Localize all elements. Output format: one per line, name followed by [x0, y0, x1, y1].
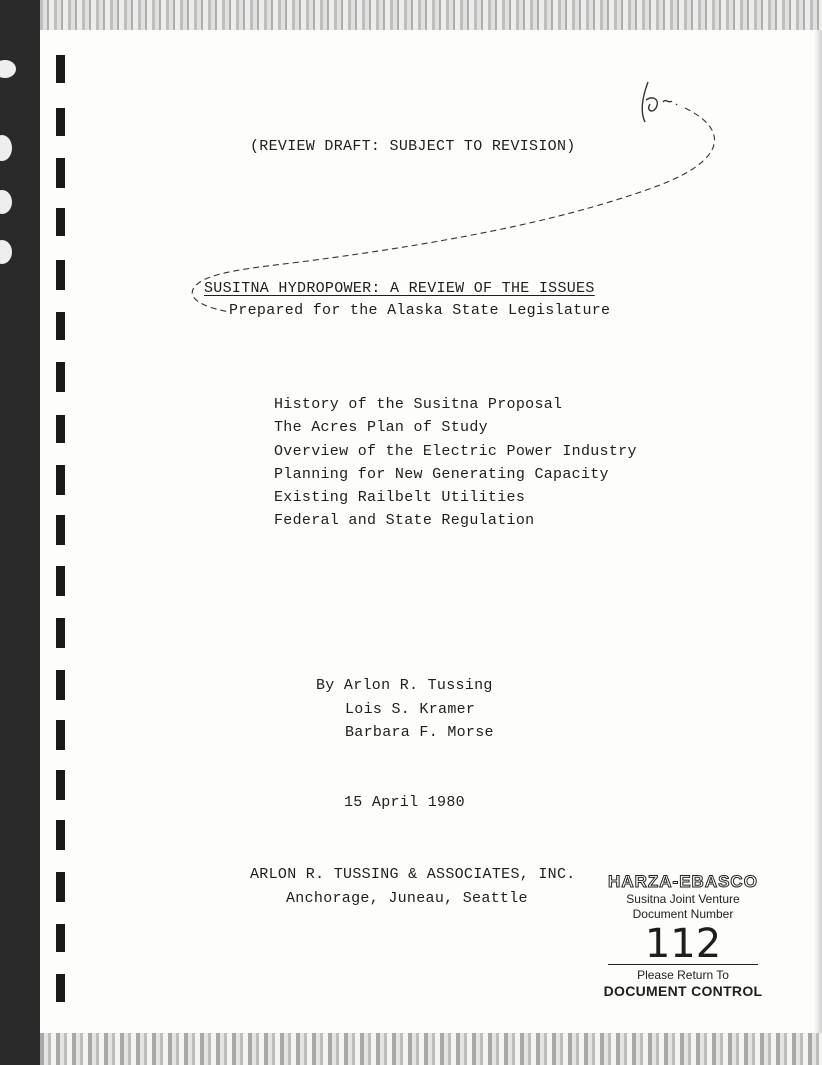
stamp-doc-number-label: Document Number [632, 907, 734, 921]
author-line: By Arlon R. Tussing [316, 677, 493, 694]
handwritten-file-note [640, 84, 676, 109]
document-subtitle: Prepared for the Alaska State Legislature [229, 302, 611, 319]
contents-item: Overview of the Electric Power Industry [274, 443, 637, 460]
stamp-return-label: Please Return To [637, 968, 729, 982]
document-control-stamp [598, 872, 768, 999]
contents-item: Planning for New Generating Capacity [274, 466, 609, 483]
stamp-control-label: DOCUMENT CONTROL [603, 983, 763, 999]
author-line: Barbara F. Morse [345, 724, 494, 741]
document-title: SUSITNA HYDROPOWER: A REVIEW OF THE ISSUES [204, 280, 595, 297]
contents-item: Existing Railbelt Utilities [274, 489, 526, 506]
author-line: Lois S. Kramer [345, 701, 476, 718]
contents-item: Federal and State Regulation [274, 512, 535, 529]
publisher-cities: Anchorage, Juneau, Seattle [286, 890, 528, 907]
publisher-name: ARLON R. TUSSING & ASSOCIATES, INC. [250, 866, 576, 883]
review-draft-note: (REVIEW DRAFT: SUBJECT TO REVISION) [250, 138, 576, 155]
contents-item: The Acres Plan of Study [274, 419, 488, 436]
contents-item: History of the Susitna Proposal [274, 396, 563, 413]
document-date: 15 April 1980 [344, 794, 465, 811]
stamp-brand: HARZA-EBASCO [608, 872, 758, 891]
stamp-venture: Susitna Joint Venture [626, 892, 740, 906]
stamp-document-number: 112 [608, 924, 758, 965]
